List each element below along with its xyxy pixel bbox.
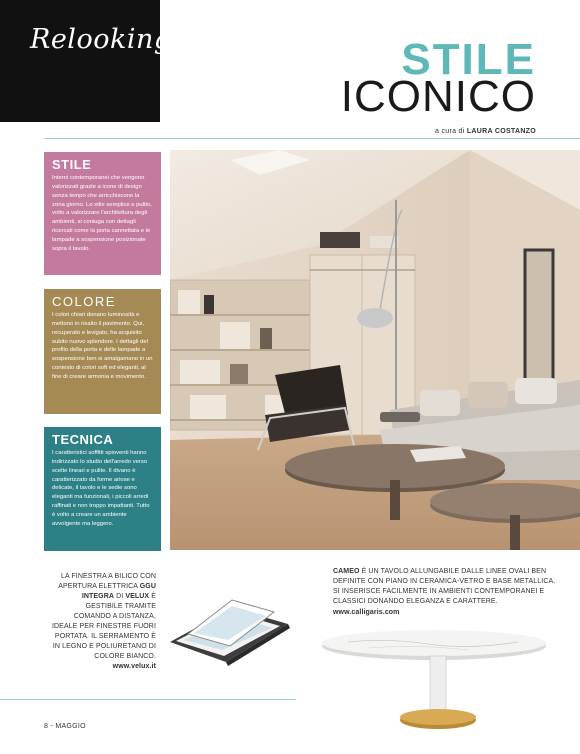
cameo-table-image [318, 628, 550, 734]
panel-stile [44, 152, 161, 275]
bottom-divider [0, 699, 296, 700]
cameo-product-name: CAMEO [333, 568, 360, 575]
panel-tecnica-body: I caratteristici soffitti spioventi hanno indirizzato lo studio dell'arredo verso scelte lineari e pulite. Il divano è caratterizzato da forme ariose e delicate, il tavolo e le sedie sono eleganti ma funzionali, i piccoli arredi raffinati e non troppo impattanti. Tutto è volto a creare un ambiente avvolgente ma leggero. [52, 450, 150, 527]
panel-tecnica [44, 427, 161, 551]
byline-prefix: a cura di [435, 128, 465, 135]
byline-author: LAURA COSTANZO [466, 128, 536, 135]
velux-caption-mid: DI [116, 592, 124, 600]
cameo-website-link[interactable]: www.calligaris.com [333, 608, 400, 616]
velux-website-link[interactable]: www.velux.it [112, 663, 156, 671]
page-title-line2: ICONICO [340, 72, 536, 121]
interior-photo [170, 150, 580, 550]
velux-product-name: GGU INTEGRA [81, 582, 156, 600]
cameo-caption-text: È UN TAVOLO ALLUNGABILE DALLE LINEE OVALI BEN DEFINITE CON PIANO IN CERAMICA-VETRO E BASE METALLICA. SI INSERISCE FACILMENTE IN AMBIENTI CONTEMPORANEI E CLASSICI DONANDO ELEGANZA E CARATTERE. [333, 568, 556, 605]
panel-tecnica-title: TECNICA [52, 432, 114, 447]
panel-colore-body: I colori chiari donano luminosità e mettono in risalto il pavimento. Qui, recuperato e levigato, ha acquisito subito nuovo splendore. I dettagli del profilo della porta e delle lampade a sospensione ben si amalgamano in un contesto di colori soft ed eleganti, al fine di creare armonia e movimento. [52, 312, 153, 381]
velux-caption-post: È GESTIBILE TRAMITE COMANDO A DISTANZA, IDEALE PER FINESTRE FUORI PORTATA. IL SERRAMENTO È IN LEGNO E POLIURETANO DI COLORE BIANCO. [51, 592, 156, 660]
velux-caption [48, 572, 156, 672]
panel-colore [44, 289, 161, 414]
rubric-banner [0, 0, 172, 122]
panel-stile-body: Interni contemporanei che vengono valorizzati grazie a icone di design senza tempo che arricchiscono la zona giorno. Lo stile semplice e pulito, volto a valorizzare l'architettura degli ambienti, si coniuga con dettagli ricercati come la porta cannettata e le lampade a sospensione posizionate sopra il tavolo. [52, 175, 152, 252]
top-divider [44, 138, 580, 139]
byline [435, 128, 536, 135]
page-folio: 8 - MAGGIO [44, 723, 86, 730]
roof-window-image [162, 590, 294, 670]
rubric-label: Relooking [30, 24, 172, 55]
panel-stile-title: STILE [52, 157, 92, 172]
page-title-line1: STILE [401, 35, 536, 84]
velux-brand-name: VELUX [125, 592, 150, 600]
cameo-caption [333, 567, 558, 618]
panel-colore-title: COLORE [52, 294, 116, 309]
velux-caption-pre: LA FINESTRA A BILICO CON APERTURA ELETTRICA [58, 573, 156, 590]
